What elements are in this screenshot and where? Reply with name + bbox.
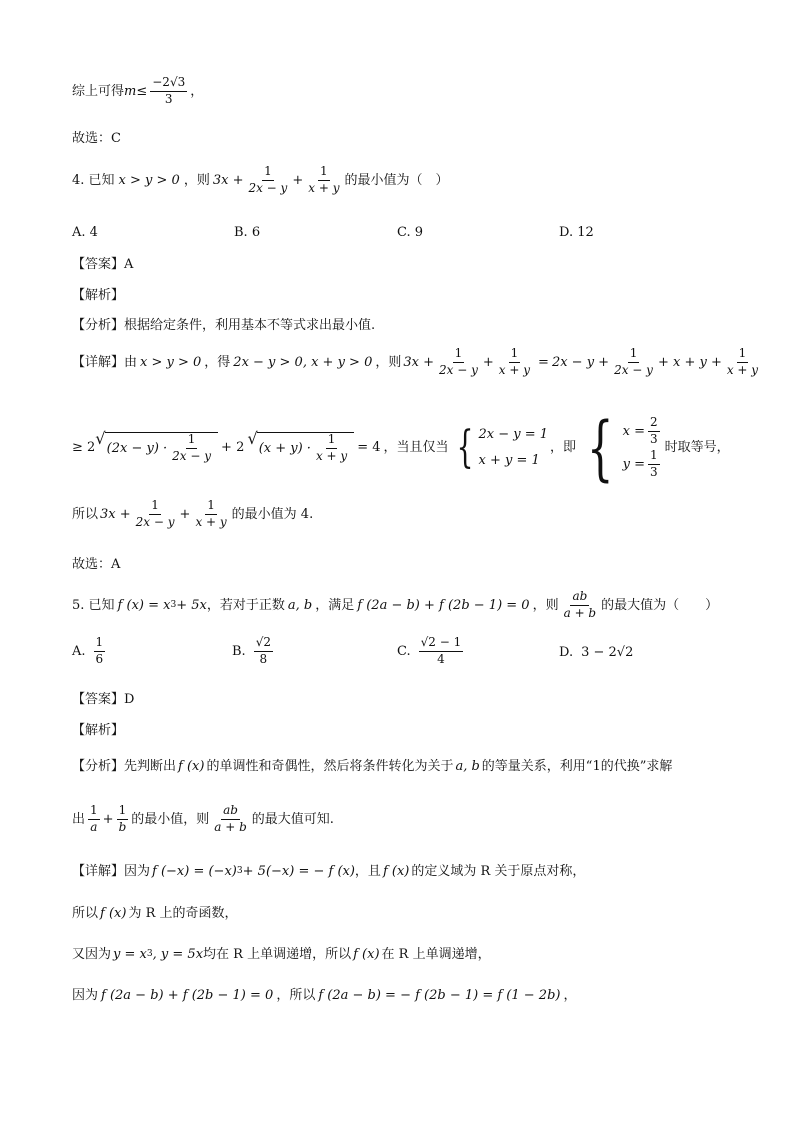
q4-analysis-label: 【解析】 [72,288,125,303]
q4-detail-frac-1 [437,347,480,378]
q4-detail-then: ，则 [375,354,402,370]
system-eq-1: 2x − y = 1 [478,427,549,443]
q4-frac-2-den: x + y [308,180,340,195]
l2-b: 为 R 上的奇函数， [128,906,238,921]
sqrt-2-a: (x + y) · [258,440,311,456]
q4-detail-get: ，得 [204,354,231,370]
frac-1-over-b [117,804,129,835]
system-eq-2: x + y = 1 [478,453,540,468]
detail-a: 【详解】因为 [72,864,151,879]
q4-then: ，则 [183,172,210,188]
fenxi2-a: 出 [72,811,86,827]
q5-detail-line-3 [72,947,754,963]
frac-den: 6 [95,651,104,666]
l4-c: ， [563,988,577,1003]
ge-two: ≥ 2 [72,440,96,456]
frac-num: 1 [737,347,749,363]
exponent-3: 3 [236,866,243,877]
l3-eq2: , y = 5x [152,947,204,962]
fx: f (x) [382,864,410,879]
q4-conclusion [72,499,754,530]
q5-mid: ，若对于正数 [206,597,285,613]
frac-den: b [118,819,127,834]
q4-min-value: 的最小值为 4. [231,506,314,522]
frac-num: 1 [326,433,338,449]
q5-fenxi-line-1 [72,759,754,775]
q4-detail-line-1 [72,346,759,378]
question-5-number: 5. 已知 [72,597,115,613]
q4-condition: x > y > 0 [118,172,180,188]
q4-option-d: D. 12 [559,225,594,240]
question-5-stem [72,590,754,621]
sqrt-1-a: (2x − y) · [106,440,168,456]
frac-2 [193,499,228,530]
detail-c: 的定义域为 R 关于原点对称， [411,864,586,879]
q4-option-c: C. 9 [397,225,424,240]
fenxi-a: 【分析】先判断出 [72,759,177,774]
frac-num: 2 [648,416,660,432]
q5-ab: a, b [287,597,313,613]
frac-num: 1 [628,347,640,363]
frac-num: 1 [509,347,521,363]
frac-ab [212,804,249,835]
sol-x-label: x = [622,423,645,439]
q5-then: ，则 [532,597,559,613]
option-label: C. [397,643,411,659]
iff-text: ，当且仅当 [383,440,449,456]
frac-den: 8 [259,651,268,666]
frac-den: x + y [195,514,227,529]
equals-sign: = [538,354,549,370]
q5-function-tail: + 5x [176,597,207,613]
detail-eq2: + 5(−x) = − f (x) [242,864,355,879]
sol-y-frac [648,449,660,480]
frac-num: √2 − 1 [419,636,464,652]
select-line [72,131,754,147]
l4-eq: f (2a − b) + f (2b − 1) = 0 [101,988,274,1003]
q4-select: 故选：A [72,557,121,572]
fenxi-c: 的等量关系，利用“1的代换”求解 [481,759,673,774]
select-text: 故选：C [72,131,121,146]
question-4-stem [72,165,754,196]
l2-a: 所以 [72,906,99,921]
so-text: 所以 [72,506,99,522]
option-frac [419,636,464,667]
exponent-3: 3 [146,949,153,960]
frac-den: 4 [437,651,445,666]
frac-den: 3 [649,464,658,479]
fx: f (x) [100,906,127,921]
q4-detail-e3: 2x − y + [551,354,610,370]
l3-c: 在 R 上单调递增， [381,947,491,962]
q5-analysis-heading [72,723,754,739]
frac-num: 1 [205,499,217,515]
q4-answer: 【答案】A [72,257,134,272]
q4-detail-e1: 3x + [403,354,435,370]
frac-1-over-a [88,804,100,835]
frac-den: a [90,819,98,834]
fx: f (x) [178,759,205,774]
q5-option-c [397,636,466,667]
frac-den: a + b [563,605,597,620]
q5-option-d [559,645,633,660]
frac-num: ab [221,804,240,820]
var-m: m [124,83,137,99]
frac-den: 2x − y [439,362,478,377]
ab: a, b [455,759,480,774]
frac-num: ab [570,590,589,606]
q4-detail-frac-4 [725,347,760,378]
conclusion-text: 综上可得 [72,83,125,99]
expr-a: 3x + [100,506,131,522]
q5-answer-line [72,692,754,708]
l3-b: 均在 R 上单调递增，所以 [203,947,352,962]
frac-den: x + y [726,362,759,377]
option-value: 3 − 2√2 [581,645,634,660]
q5-answer: 【答案】D [72,692,135,707]
fx: f (x) [353,947,380,962]
q5-fraction [562,590,599,621]
frac-num: √2 [254,636,273,652]
q5-tail: 的最大值为（ ） [601,597,719,613]
frac-den: 3 [649,432,658,447]
frac-num: 1 [648,449,660,465]
plus-sign: + [179,506,191,522]
l3-a: 又因为 [72,947,112,962]
left-brace-icon: { [456,422,473,473]
q5-detail-line-2 [72,906,754,922]
q5-function: f (x) = x [117,597,171,613]
detail-eq: f (−x) = (−x) [152,864,237,879]
solution-brace [578,407,663,489]
q5-fenxi-line-2 [72,804,754,835]
frac-num: 1 [117,804,129,820]
question-4-number: 4. 已知 [72,172,115,188]
conclusion-line [72,76,754,107]
sqrt-1-frac [170,433,213,464]
exponent-3: 3 [170,599,177,610]
detail-b: ，且 [354,864,381,879]
q5-option-a [72,636,108,667]
comma: ， [190,83,204,99]
q4-frac-2-num: 1 [318,165,330,181]
left-brace-icon: { [586,407,614,489]
radical-icon: √ [95,429,106,449]
q5-detail-line-1 [72,864,754,880]
q4-detail-frac-2 [497,347,532,378]
option-label: D. [559,645,574,660]
q4-detail-cond2: 2x − y > 0, x + y > 0 [233,354,373,370]
q4-frac-1-num: 1 [262,165,274,181]
q4-analysis-heading [72,288,754,304]
q5-analysis-label: 【解析】 [72,723,125,738]
equals-four: = 4 [357,440,381,456]
plus-sign: + [482,354,494,370]
sqrt-2 [247,429,354,464]
plus-sign: + [292,172,304,188]
frac-num: 1 [149,499,161,515]
l4-b: ，所以 [276,988,316,1003]
frac-den: 2x − y [172,449,212,463]
frac-den: a + b [214,819,247,834]
frac-den: 2x − y [614,362,653,377]
q4-option-a: A. 4 [72,225,98,240]
le-sign: ≤ [136,83,148,99]
frac-den: x + y [498,362,531,377]
frac-den: x + y [315,449,348,463]
q4-detail-line-2 [72,407,754,489]
sol-x-frac [648,416,660,447]
sqrt-2-frac [314,433,349,464]
fenxi-b: 的单调性和奇偶性，然后将条件转化为关于 [206,759,454,774]
q4-detail-frac-3 [612,347,655,378]
fenxi2-b: 的最小值，则 [131,811,210,827]
sol-y-label: y = [622,456,645,472]
q4-fenxi-line [72,318,754,334]
frac-1 [134,499,177,530]
frac-den: 2x − y [135,514,175,529]
plus-sign: + [102,811,114,827]
l4-eq2: f (2a − b) = − f (2b − 1) = f (1 − 2b) [318,988,561,1003]
q5-option-b [232,636,276,667]
system-brace [451,422,549,473]
fraction-denominator: 3 [164,91,173,106]
option-frac [254,636,273,667]
l4-a: 因为 [72,988,99,1003]
q4-fenxi: 【分析】根据给定条件，利用基本不等式求出最小值. [72,318,376,333]
sqrt-1 [95,429,218,464]
q4-select-line [72,557,754,573]
q5-equation: f (2a − b) + f (2b − 1) = 0 [357,597,530,613]
q4-detail-e4: + x + y + [657,354,722,370]
option-label: A. [72,643,86,659]
q4-frac-1-den: 2x − y [248,180,288,195]
q5-detail-line-4 [72,988,754,1004]
frac-num: 1 [453,347,465,363]
q5-satisfy: ，满足 [315,597,355,613]
l3-eq: y = x [113,947,147,962]
fraction-result [150,76,187,107]
plus-two: + 2 [221,440,245,456]
namely-text: ，即 [550,440,577,456]
q4-answer-line [72,257,754,273]
fenxi2-c: 的最大值可知. [251,811,334,827]
equality-condition: 时取等号， [664,440,730,456]
q4-detail-cond: x > y > 0 [140,354,202,370]
frac-num: 1 [88,804,100,820]
q4-expr-a: 3x + [212,172,244,188]
fraction-numerator: −2√3 [150,76,187,92]
option-frac [94,636,106,667]
option-label: B. [232,643,246,659]
q4-frac-2 [306,165,341,196]
q4-detail-label: 【详解】由 [72,354,138,370]
frac-num: 1 [186,433,198,449]
q4-option-b: B. 6 [234,225,261,240]
q4-frac-1 [246,165,289,196]
q4-tail: 的最小值为（ ） [344,172,449,188]
frac-num: 1 [94,636,106,652]
radical-icon: √ [247,429,258,449]
